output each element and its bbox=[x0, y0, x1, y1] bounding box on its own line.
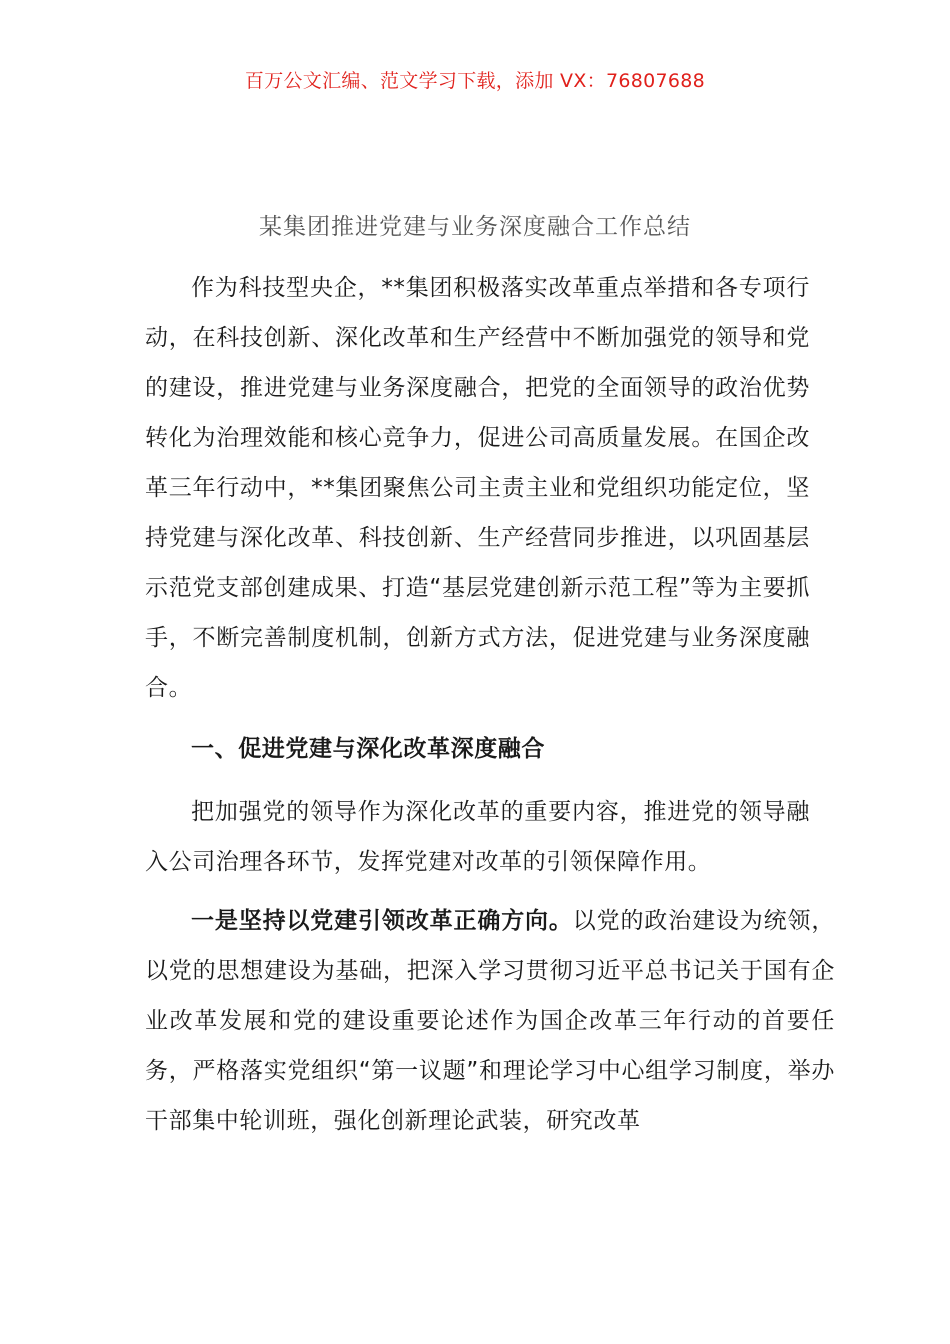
point-1-paragraph bbox=[145, 896, 835, 1146]
intro-paragraph: 作为科技型央企，**集团积极落实改革重点举措和各专项行动，在科技创新、深化改革和生产经营中不断加强党的领导和党的建设，推进党建与业务深度融合，把党的全面领导的政治优势转化为治理效能和核心竞争力，促进公司高质量发展。在国企改革三年行动中，**集团聚焦公司主责主业和党组织功能定位，坚持党建与深化改革、科技创新、生产经营同步推进，以巩固基层示范党支部创建成果、打造“基层党建创新示范工程”等为主要抓手，不断完善制度机制，创新方式方法，促进党建与业务深度融合。 bbox=[145, 275, 810, 701]
header-watermark-note: 百万公文汇编、范文学习下载，添加 VX：76807688 bbox=[244, 70, 706, 92]
point-1-lead: 一是坚持以党建引领改革正确方向。 bbox=[191, 908, 573, 934]
section-1-intro-paragraph: 把加强党的领导作为深化改革的重要内容，推进党的领导融入公司治理各环节，发挥党建对改革的引领保障作用。 bbox=[145, 799, 810, 875]
document-title: 某集团推进党建与业务深度融合工作总结 bbox=[259, 214, 691, 240]
section-heading-1: 一、促进党建与深化改革深度融合 bbox=[191, 736, 545, 762]
point-1-body: 以党的政治建设为统领，以党的思想建设为基础，把深入学习贯彻习近平总书记关于国有企业改革发展和党的建设重要论述作为国企改革三年行动的首要任务，严格落实党组织“第一议题”和理论学习中心组学习制度，举办干部集中轮训班，强化创新理论武装，研究改革 bbox=[145, 908, 835, 1134]
